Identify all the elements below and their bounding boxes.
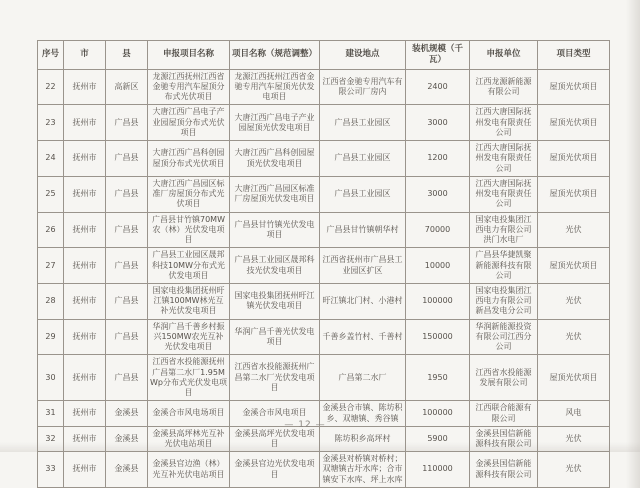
cell-adjname: 江西省水投能源抚州广昌第二水厂光伏发电项目 [230,355,320,401]
cell-no: 29 [38,319,64,355]
cell-capacity: 3000 [406,105,470,141]
column-header-unit: 申报单位 [470,41,538,70]
cell-county: 广昌县 [106,319,148,355]
table-row [38,141,610,177]
cell-unit: 国家电投集团江西电力有限公司洪门水电厂 [470,212,538,248]
cell-adjname: 大唐江西广昌科创园屋顶光伏发电项目 [230,141,320,177]
cell-adjname: 华润广昌千善光伏发电项目 [230,319,320,355]
cell-capacity: 70000 [406,212,470,248]
cell-capacity: 5900 [406,426,470,451]
cell-no: 23 [38,105,64,141]
cell-site: 江西省金驰专用汽车有限公司厂房内 [320,69,406,105]
cell-type: 屋顶光伏项目 [538,176,610,212]
cell-county: 广昌县 [106,283,148,319]
cell-city: 抚州市 [64,283,106,319]
cell-city: 抚州市 [64,401,106,426]
cell-site: 金溪县合市镇、陈坊积乡、双塘镇、秀谷镇 [320,401,406,426]
cell-city: 抚州市 [64,426,106,451]
cell-name: 大唐江西广昌电子产业园屋顶分布式光伏项目 [148,105,230,141]
cell-name: 大唐江西广昌园区标准厂房屋顶分布式光伏项目 [148,176,230,212]
cell-county: 金溪县 [106,401,148,426]
cell-capacity: 10000 [406,248,470,284]
cell-adjname: 大唐江西广昌电子产业园屋顶光伏发电项目 [230,105,320,141]
table-row [38,212,610,248]
cell-type: 屋顶光伏项目 [538,105,610,141]
cell-name: 金溪合市风电场项目 [148,401,230,426]
cell-no: 22 [38,69,64,105]
cell-site: 广昌县甘竹镇朝华村 [320,212,406,248]
cell-unit: 金溪县国信新能源科技有限公司 [470,426,538,451]
cell-name: 龙源江西抚州江西省金驰专用汽车屋顶分布式光伏项目 [148,69,230,105]
cell-adjname: 金溪合市风电项目 [230,401,320,426]
cell-unit: 江西联合能源有限公司 [470,401,538,426]
cell-type: 屋顶光伏项目 [538,248,610,284]
cell-name: 华润广昌千善乡村振兴150MW农光互补光伏发电项目 [148,319,230,355]
column-header-capacity: 装机规模（千瓦） [406,41,470,70]
cell-no: 26 [38,212,64,248]
cell-type: 屋顶光伏项目 [538,69,610,105]
cell-adjname: 广昌县甘竹镇光伏发电项目 [230,212,320,248]
column-header-adjname: 项目名称（规范调整） [230,41,320,70]
table-row [38,105,610,141]
cell-name: 金溪县官边渔（林）光互补光伏电站项目 [148,452,230,488]
cell-city: 抚州市 [64,212,106,248]
cell-unit: 江西省水投能源发展有限公司 [470,355,538,401]
cell-city: 抚州市 [64,176,106,212]
cell-city: 抚州市 [64,248,106,284]
cell-site: 千善乡盖竹村、千善村 [320,319,406,355]
table-row [38,355,610,401]
cell-city: 抚州市 [64,452,106,488]
cell-adjname: 大唐江西广昌园区标准厂房屋顶光伏发电项目 [230,176,320,212]
cell-capacity: 2400 [406,69,470,105]
cell-no: 27 [38,248,64,284]
cell-name: 江西省水投能源抚州广昌第二水厂1.95MWp分布式光伏发电项目 [148,355,230,401]
column-header-site: 建设地点 [320,41,406,70]
cell-name: 大唐江西广昌科创园屋顶分布式光伏项目 [148,141,230,177]
table-row [38,69,610,105]
cell-name: 国家电投集团抚州旴江镇100MW林光互补光伏发电项目 [148,283,230,319]
column-header-county: 县 [106,41,148,70]
cell-site: 广昌县工业园区 [320,105,406,141]
cell-county: 广昌县 [106,176,148,212]
column-header-city: 市 [64,41,106,70]
cell-unit: 广昌县华捷凯聚新能源科技有限公司 [470,248,538,284]
cell-capacity: 100000 [406,283,470,319]
table-row [38,248,610,284]
cell-capacity: 1950 [406,355,470,401]
cell-capacity: 1200 [406,141,470,177]
cell-adjname: 金溪县高坪光伏发电项目 [230,426,320,451]
cell-adjname: 龙源江西抚州江西省金驰专用汽车屋顶光伏发电项目 [230,69,320,105]
cell-no: 28 [38,283,64,319]
cell-unit: 金溪县国信新能源科技有限公司 [470,452,538,488]
cell-county: 金溪县 [106,452,148,488]
table-row [38,176,610,212]
cell-county: 广昌县 [106,355,148,401]
cell-county: 金溪县 [106,426,148,451]
table-row [38,283,610,319]
cell-capacity: 150000 [406,319,470,355]
cell-name: 广昌县甘竹镇70MW农（林）光伏发电项目 [148,212,230,248]
column-header-name: 申报项目名称 [148,41,230,70]
cell-type: 光伏 [538,283,610,319]
cell-no: 25 [38,176,64,212]
cell-county: 广昌县 [106,248,148,284]
cell-type: 光伏 [538,426,610,451]
cell-city: 抚州市 [64,105,106,141]
cell-county: 广昌县 [106,105,148,141]
cell-type: 光伏 [538,452,610,488]
cell-site: 江西省抚州市广昌县工业园区扩区 [320,248,406,284]
cell-unit: 江西大唐国际抚州发电有限责任公司 [470,176,538,212]
cell-county: 高新区 [106,69,148,105]
cell-type: 屋顶光伏项目 [538,355,610,401]
cell-no: 33 [38,452,64,488]
cell-city: 抚州市 [64,69,106,105]
cell-city: 抚州市 [64,141,106,177]
cell-unit: 江西大唐国际抚州发电有限责任公司 [470,105,538,141]
cell-site: 旴江镇北门村、小港村 [320,283,406,319]
table-row [38,452,610,488]
cell-site: 广昌第二水厂 [320,355,406,401]
cell-capacity: 110000 [406,452,470,488]
cell-capacity: 100000 [406,401,470,426]
cell-site: 广昌县工业园区 [320,141,406,177]
cell-type: 风电 [538,401,610,426]
cell-unit: 江西大唐国际抚州发电有限责任公司 [470,141,538,177]
cell-site: 陈坊积乡高坪村 [320,426,406,451]
cell-name: 广昌县工业园区晟邦科技10MW分布式光伏发电项目 [148,248,230,284]
cell-county: 广昌县 [106,212,148,248]
cell-adjname: 广昌县工业园区晟邦科技光伏发电项目 [230,248,320,284]
cell-capacity: 3000 [406,176,470,212]
cell-no: 32 [38,426,64,451]
cell-unit: 国家电投集团江西电力有限公司新昌发电分公司 [470,283,538,319]
table-row [38,426,610,451]
column-header-type: 项目类型 [538,41,610,70]
table-header-row [38,41,610,70]
cell-unit: 江西龙源新能源有限公司 [470,69,538,105]
cell-adjname: 国家电投集团抚州旴江镇光伏发电项目 [230,283,320,319]
cell-city: 抚州市 [64,319,106,355]
cell-type: 光伏 [538,212,610,248]
cell-type: 光伏 [538,319,610,355]
cell-county: 广昌县 [106,141,148,177]
cell-no: 30 [38,355,64,401]
table-row [38,319,610,355]
cell-unit: 华润新能源投资有限公司江西分公司 [470,319,538,355]
cell-type: 屋顶光伏项目 [538,141,610,177]
cell-site: 金溪县对桥镇对桥村；双塘镇古圩水库；合市镇安下水库、坪上水库 [320,452,406,488]
column-header-no: 序号 [38,41,64,70]
cell-site: 广昌县工业园区 [320,176,406,212]
cell-no: 24 [38,141,64,177]
cell-adjname: 金溪县官边光伏发电项目 [230,452,320,488]
page-number: — 12 — [284,420,326,430]
cell-no: 31 [38,401,64,426]
cell-city: 抚州市 [64,355,106,401]
cell-name: 金溪县高坪林光互补光伏电站项目 [148,426,230,451]
